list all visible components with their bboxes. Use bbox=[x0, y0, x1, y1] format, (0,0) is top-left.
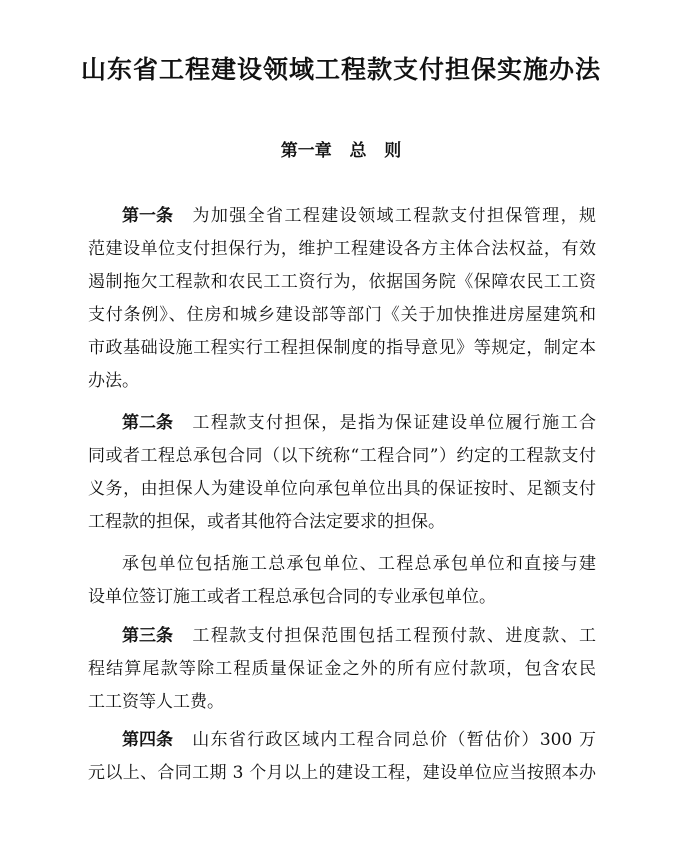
article-2-para2-line-2: 设单位签订施工或者工程总承包合同的专业承包单位。 bbox=[88, 587, 496, 607]
article-4-text: 山东省行政区域内工程合同总价（暂估价）300 万 bbox=[191, 730, 596, 750]
article-2-line-1 bbox=[122, 407, 596, 440]
chapter-heading: 第一章 总 则 bbox=[280, 141, 402, 161]
document-title: 山东省工程建设领域工程款支付担保实施办法 bbox=[80, 55, 601, 84]
article-3-line-1 bbox=[122, 620, 596, 653]
article-3-label: 第三条 bbox=[122, 626, 173, 646]
article-3-text: 工程款支付担保范围包括工程预付款、进度款、工 bbox=[191, 626, 596, 646]
article-1-line-3: 遏制拖欠工程款和农民工工资行为，依据国务院《保障农民工工资 bbox=[88, 272, 596, 292]
article-2-line-2: 同或者工程总承包合同（以下统称“工程合同”）约定的工程款支付 bbox=[88, 446, 596, 466]
article-3-line-3: 工工资等人工费。 bbox=[88, 692, 224, 712]
article-1-line-1 bbox=[122, 200, 596, 233]
article-2-line-4: 工程款的担保，或者其他符合法定要求的担保。 bbox=[88, 512, 445, 532]
article-1-line-5: 市政基础设施工程实行工程担保制度的指导意见》等规定，制定本 bbox=[88, 338, 596, 358]
article-2-para2-line-1: 承包单位包括施工总承包单位、工程总承包单位和直接与建 bbox=[122, 554, 596, 574]
article-1-label: 第一条 bbox=[122, 206, 173, 226]
article-2-text: 工程款支付担保，是指为保证建设单位履行施工合 bbox=[191, 413, 596, 433]
article-4-label: 第四条 bbox=[122, 730, 173, 750]
article-1-line-2: 范建设单位支付担保行为，维护工程建设各方主体合法权益，有效 bbox=[88, 239, 596, 259]
article-4-line-1 bbox=[122, 724, 596, 757]
article-3-line-2: 程结算尾款等除工程质量保证金之外的所有应付款项，包含农民 bbox=[88, 659, 596, 679]
article-1-line-4: 支付条例》、住房和城乡建设部等部门《关于加快推进房屋建筑和 bbox=[88, 305, 596, 325]
article-2-label: 第二条 bbox=[122, 413, 173, 433]
article-2-line-3: 义务，由担保人为建设单位向承包单位出具的保证按时、足额支付 bbox=[88, 479, 596, 499]
article-4-line-2: 元以上、合同工期 3 个月以上的建设工程，建设单位应当按照本办 bbox=[88, 763, 596, 783]
article-1-line-6: 办法。 bbox=[88, 371, 139, 391]
article-1-text: 为加强全省工程建设领域工程款支付担保管理，规 bbox=[191, 206, 596, 226]
